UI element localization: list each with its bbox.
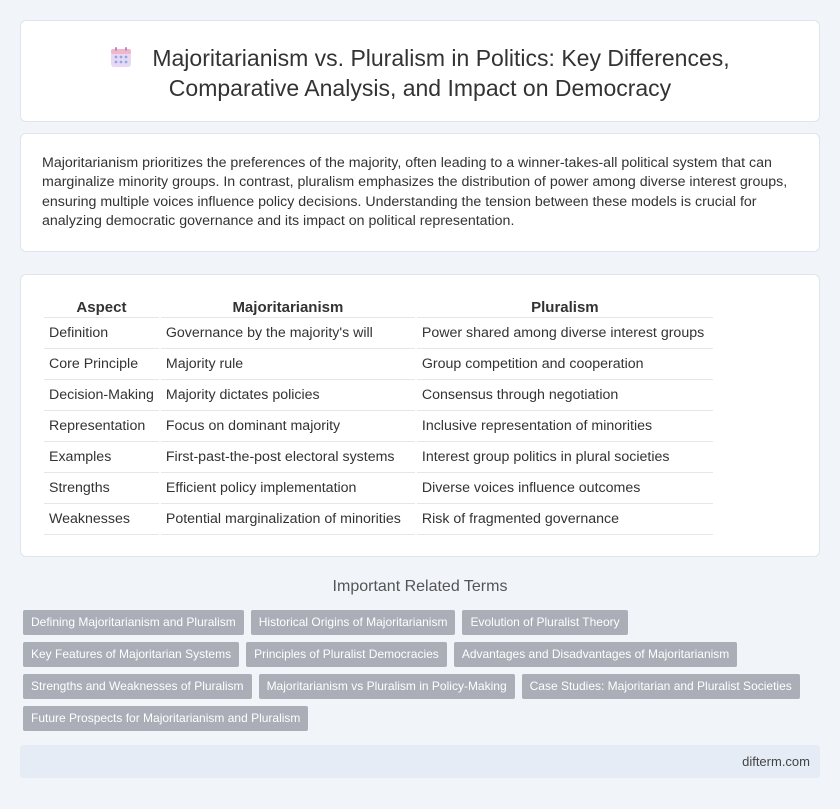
related-term-tag[interactable]: Historical Origins of Majoritarianism [251, 610, 456, 635]
table-cell: First-past-the-post electoral systems [161, 442, 415, 473]
related-term-tag[interactable]: Evolution of Pluralist Theory [462, 610, 627, 635]
title-line-2: Comparative Analysis, and Impact on Democracy [168, 75, 672, 101]
tag-row [23, 706, 813, 731]
table-cell: Consensus through negotiation [417, 380, 713, 411]
table-row [44, 380, 713, 411]
table-cell: Group competition and cooperation [417, 349, 713, 380]
related-term-tag[interactable]: Case Studies: Majoritarian and Pluralist Societies [522, 674, 800, 699]
table-cell: Interest group politics in plural societies [417, 442, 713, 473]
table-cell: Governance by the majority's will [161, 318, 415, 349]
table-row [44, 349, 713, 380]
table-cell: Efficient policy implementation [161, 473, 415, 504]
table-header-row [44, 296, 713, 318]
table-cell: Core Principle [44, 349, 159, 380]
calendar-icon [110, 46, 132, 68]
related-term-tag[interactable]: Key Features of Majoritarian Systems [23, 642, 239, 667]
table-cell: Majority rule [161, 349, 415, 380]
tag-row [23, 610, 813, 635]
table-row [44, 442, 713, 473]
table-cell: Definition [44, 318, 159, 349]
table-cell: Representation [44, 411, 159, 442]
footer [20, 745, 820, 778]
table-cell: Decision-Making [44, 380, 159, 411]
table-cell: Inclusive representation of minorities [417, 411, 713, 442]
table-row [44, 504, 713, 535]
column-header-aspect: Aspect [44, 296, 159, 318]
table-cell: Weaknesses [44, 504, 159, 535]
table-cell: Risk of fragmented governance [417, 504, 713, 535]
page-title [21, 43, 819, 103]
related-term-tag[interactable]: Principles of Pluralist Democracies [246, 642, 447, 667]
table-cell: Focus on dominant majority [161, 411, 415, 442]
related-terms-heading: Important Related Terms [332, 578, 508, 595]
table-row [44, 411, 713, 442]
intro-paragraph: Majoritarianism prioritizes the preferences of the majority, often leading to a winner-takes-all political system that can marginalize minority groups. In contrast, pluralism emphasizes the distribution of power among diverse interest groups, ensuring multiple voices influence policy decisions. Understanding the tension between these models is crucial for analyzing democratic governance and its impact on political representation. [42, 155, 788, 230]
table-cell: Examples [44, 442, 159, 473]
related-term-tag[interactable]: Advantages and Disadvantages of Majoritarianism [454, 642, 737, 667]
table-cell: Power shared among diverse interest groups [417, 318, 713, 349]
related-terms-list [23, 610, 813, 738]
column-header-pluralism: Pluralism [417, 296, 713, 318]
intro-card [20, 133, 820, 252]
tag-row [23, 642, 813, 667]
comparison-table [42, 296, 715, 535]
table-cell: Diverse voices influence outcomes [417, 473, 713, 504]
table-row [44, 473, 713, 504]
tag-row [23, 674, 813, 699]
table-cell: Potential marginalization of minorities [161, 504, 415, 535]
title-line-1: Majoritarianism vs. Pluralism in Politics: Key Differences, [152, 45, 730, 71]
related-term-tag[interactable]: Defining Majoritarianism and Pluralism [23, 610, 244, 635]
table-cell: Majority dictates policies [161, 380, 415, 411]
site-link[interactable]: difterm.com [742, 754, 810, 769]
comparison-card [20, 274, 820, 557]
related-term-tag[interactable]: Strengths and Weaknesses of Pluralism [23, 674, 252, 699]
table-row [44, 318, 713, 349]
table-cell: Strengths [44, 473, 159, 504]
related-term-tag[interactable]: Future Prospects for Majoritarianism and Pluralism [23, 706, 308, 731]
title-card [20, 20, 820, 122]
related-term-tag[interactable]: Majoritarianism vs Pluralism in Policy-Making [259, 674, 515, 699]
column-header-majoritarianism: Majoritarianism [161, 296, 415, 318]
